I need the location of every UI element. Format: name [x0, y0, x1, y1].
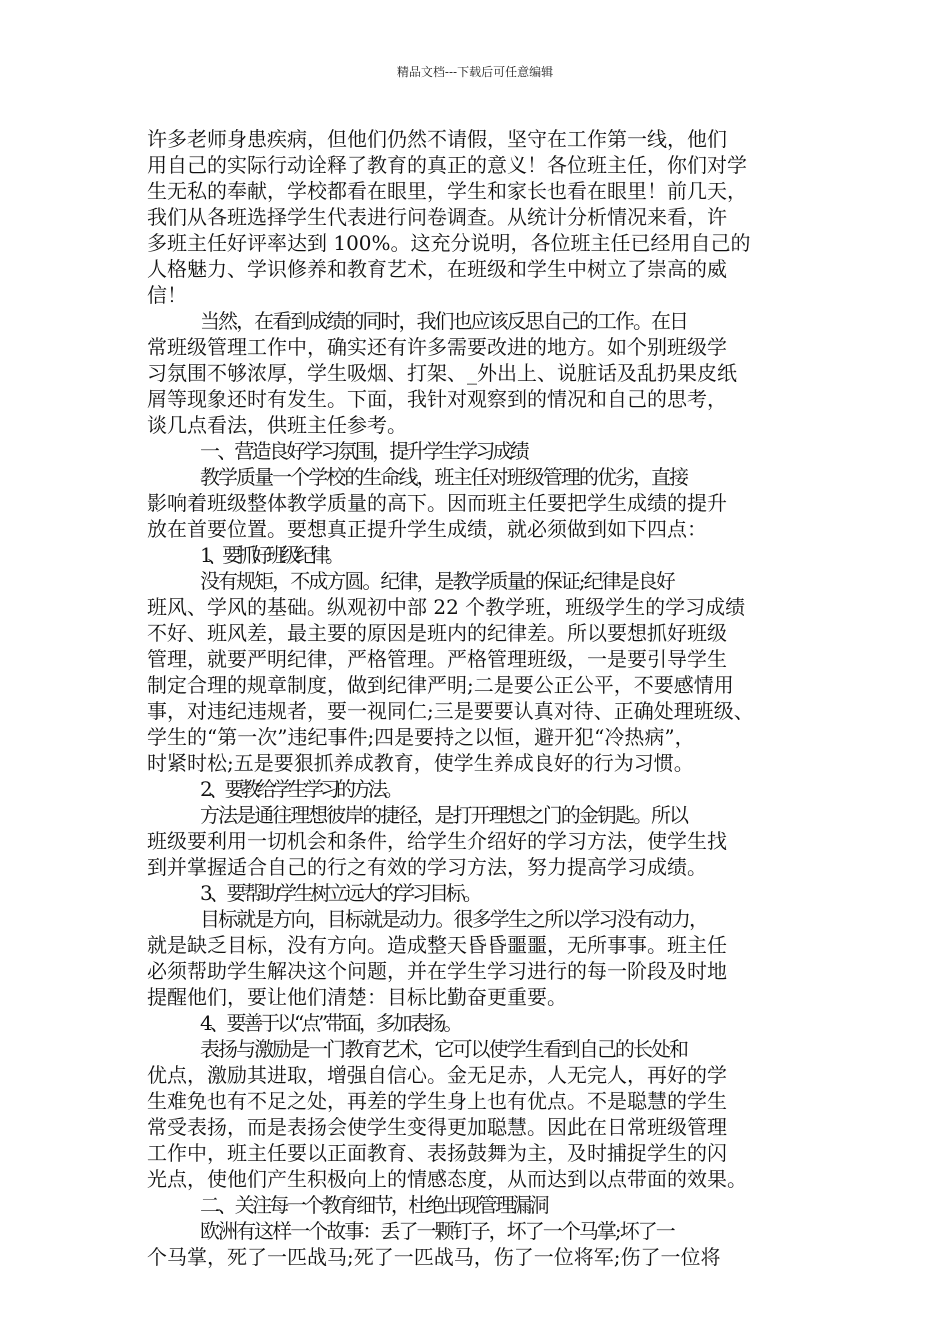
text-line: 信！: [147, 283, 187, 307]
text-line: 3、要帮助学生树立远大的学习目标。: [200, 881, 480, 905]
text-line: 常班级管理工作中，确实还有许多需要改进的地方。如个别班级学: [147, 335, 727, 359]
text-line: 工作中，班主任要以正面教育、表扬鼓舞为主，及时捕捉学生的闪: [147, 1141, 727, 1165]
text-line: 用自己的实际行动诠释了教育的真正的意义！各位班主任，你们对学: [147, 153, 747, 177]
text-line: 班级要利用一切机会和条件，给学生介绍好的学习方法，使学生找: [147, 829, 727, 853]
text-line: 许多老师身患疾病，但他们仍然不请假，坚守在工作第一线，他们: [147, 127, 727, 151]
text-line: 班风、学风的基础。纵观初中部 22 个教学班，班级学生的学习成绩: [147, 595, 746, 619]
text-line: 习氛围不够浓厚，学生吸烟、打架、_外出上、说脏话及乱扔果皮纸: [147, 361, 737, 385]
text-line: 不好、班风差，最主要的原因是班内的纪律差。所以要想抓好班级: [147, 621, 727, 645]
text-line: 4、要善于以“点”带面，多加表扬。: [200, 1011, 461, 1035]
text-line: 没有规矩，不成方圆。纪律，是教学质量的保证;纪律是良好: [200, 569, 674, 593]
text-line: 目标就是方向，目标就是动力。很多学生之所以学习没有动力，: [200, 907, 708, 931]
text-line: 个马掌，死了一匹战马;死了一匹战马，伤了一位将军;伤了一位将: [147, 1245, 721, 1269]
text-line: 常受表扬，而是表扬会使学生变得更加聪慧。因此在日常班级管理: [147, 1115, 727, 1139]
text-line: 1、要抓好班级纪律。: [200, 543, 340, 567]
text-line: 欧洲有这样一个故事：丢了一颗钉子，坏了一个马掌;坏了一: [200, 1219, 674, 1243]
text-line: 管理，就要严明纪律，严格管理。严格管理班级，一是要引导学生: [147, 647, 727, 671]
text-line: 一、营造良好学习氛围，提升学生学习成绩: [200, 439, 527, 463]
text-line: 事，对违纪违规者，要一视同仁;三是要要认真对待、正确处理班级、: [147, 699, 754, 723]
text-line: 方法是通往理想彼岸的捷径，是打开理想之门的金钥匙。所以: [200, 803, 688, 827]
text-line: 提醒他们，要让他们清楚：目标比勤奋更重要。: [147, 985, 567, 1009]
text-line: 当然，在看到成绩的同时，我们也应该反思自己的工作。在日: [200, 309, 688, 333]
text-line: 教学质量一个学校的生命线，班主任对班级管理的优劣，直接: [200, 465, 688, 489]
text-line: 就是缺乏目标，没有方向。造成整天昏昏噩噩，无所事事。班主任: [147, 933, 727, 957]
text-line: 优点，激励其进取，增强自信心。金无足赤，人无完人，再好的学: [147, 1063, 727, 1087]
text-line: 到并掌握适合自己的行之有效的学习方法，努力提高学习成绩。: [147, 855, 707, 879]
text-line: 表扬与激励是一门教育艺术，它可以使学生看到自己的长处和: [200, 1037, 688, 1061]
text-line: 屑等现象还时有发生。下面，我针对观察到的情况和自己的思考，: [147, 387, 727, 411]
text-line: 谈几点看法，供班主任参考。: [147, 413, 407, 437]
text-line: 学生的“第一次”违纪事件;四是要持之以恒，避开犯“冷热病”，: [147, 725, 695, 749]
text-line: 生无私的奉献，学校都看在眼里，学生和家长也看在眼里！前几天，: [147, 179, 747, 203]
text-line: 光点，使他们产生积极向上的情感态度，从而达到以点带面的效果。: [147, 1167, 747, 1191]
text-line: 二、关注每一个教育细节，杜绝出现管理漏洞: [200, 1193, 547, 1217]
text-line: 影响着班级整体教学质量的高下。因而班主任要把学生成绩的提升: [147, 491, 727, 515]
text-line: 生难免也有不足之处，再差的学生身上也有优点。不是聪慧的学生: [147, 1089, 727, 1113]
text-line: 多班主任好评率达到 100%。这充分说明，各位班主任已经用自己的: [147, 231, 751, 255]
text-line: 放在首要位置。要想真正提升学生成绩，就必须做到如下四点：: [147, 517, 707, 541]
text-line: 必须帮助学生解决这个问题，并在学生学习进行的每一阶段及时地: [147, 959, 727, 983]
page-header: 精品文档---下载后可任意编辑: [396, 65, 554, 79]
document-body: [147, 126, 817, 1270]
text-line: 制定合理的规章制度，做到纪律严明;二是要公正公平，不要感情用: [147, 673, 734, 697]
text-line: 人格魅力、学识修养和教育艺术，在班级和学生中树立了崇高的威: [147, 257, 727, 281]
text-line: 2、要教给学生学习的方法。: [200, 777, 400, 801]
text-line: 时紧时松;五是要狠抓养成教育，使学生养成良好的行为习惯。: [147, 751, 694, 775]
text-line: 我们从各班选择学生代表进行问卷调查。从统计分析情况来看，许: [147, 205, 727, 229]
